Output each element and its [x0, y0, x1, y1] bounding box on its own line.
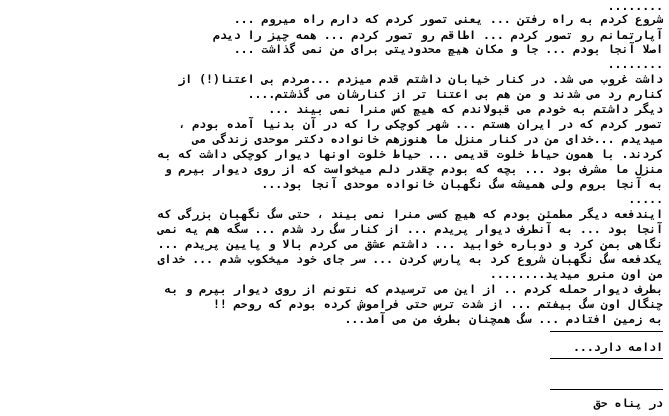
text-line: میدیدم ...خدای من در کنار منزل ما هنوزهم خانواده دکتر موحدی زندگی می — [192, 132, 663, 146]
text-line: به زمین افتادم ... سگ همچنان بطرف من می آمد... — [344, 312, 663, 326]
text-line: ایندفعه دیگر مطمئن بودم که هیچ کسی منرا نمی بیند ، حتی سگ نگهبان بزرگی که — [157, 207, 663, 221]
text-line: چنگال اون سگ بیفتم ... از شدت ترس حتی فراموش کرده بودم که روحم !! — [212, 297, 663, 311]
text-line: اصلا آنجا بودم ... جا و مکان هیچ محدودیتی برای من نمی گذاشت ... — [233, 42, 663, 56]
text-line: تصور کردم که در ایران هستم ... شهر کوچکی را که در آن بدنیا آمده بودم ، — [178, 117, 663, 131]
text-line: آپارتمانم رو تصور کردم ... اطاقم رو تصور کردم ... همه چیز را دیدم — [212, 28, 663, 42]
text-line: آنجا بود ... به آنطرف دیوار پریدم ... از کنار سگ رد شدم ... سگه هم یه نمی — [157, 222, 663, 236]
text-line: نگاهی بمن کرد و دوباره خوابید ... داشتم عشق می کردم بالا و پایین پریدم ... — [157, 237, 663, 251]
text-line: ........ — [607, 0, 663, 13]
separator-rule — [550, 358, 663, 359]
separator-rule — [550, 331, 663, 332]
text-line: ........ — [607, 57, 663, 71]
continued-label: ادامه دارد... — [572, 340, 663, 354]
text-line: کنارم رد می شدند و من هم بی اعتنا تر از کنارشان می گذشتم.... — [247, 87, 663, 101]
text-line: کردند. با همون حیاط خلوت قدیمی ... حیاط خلوت اونها دیوار کوچکی داشت که به — [157, 147, 663, 161]
text-line: منزل ما مشرف بود ... بچه که بودم چقدر دلم میخواست که از روی دیوار بپرم و — [164, 162, 663, 176]
text-line: یکدفعه سگ نگهبان شروع کرد به پارس کردن ... سر جای خود میخکوب شدم ... خدای — [157, 252, 663, 266]
text-line: دیگر داشتم به خودم می قبولاندم که هیچ کس منرا نمی بیند ... — [268, 102, 663, 116]
text-line: من اون منرو میدید........ — [489, 267, 663, 281]
separator-rule — [550, 389, 663, 390]
text-line: به آنجا بروم ولی همیشه سگ نگهبان خانواده موحدی آنجا بود... — [261, 177, 663, 191]
text-line: داشت غروب می شد. در کنار خیابان داشتم قدم میزدم ...مردم بی اعتنا(!) از — [178, 72, 663, 86]
text-line: ..... — [628, 192, 663, 206]
text-line: شروع کردم به راه رفتن ... یعنی تصور کردم که دارم راه میروم ... — [233, 12, 663, 26]
text-line: بطرف دیوار حمله کردم .. از این می ترسیدم که نتونم از روی دیوار بپرم و به — [164, 282, 663, 296]
signature: در پناه حق — [593, 396, 663, 410]
